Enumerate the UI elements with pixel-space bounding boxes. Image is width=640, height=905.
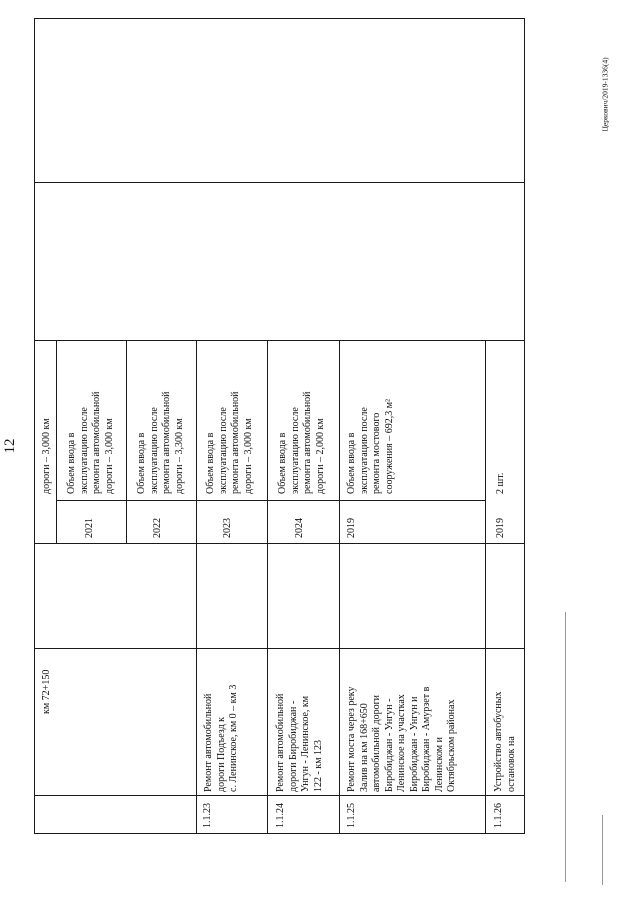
cell-name: Ремонт автомобильной дороги Биробиджан - Унгун - Ленинское, км 122 - км 123	[275, 693, 324, 792]
row-divider	[196, 340, 197, 834]
table-border-right	[524, 18, 525, 834]
cell-id: 1.1.23	[202, 803, 213, 828]
row-divider	[339, 340, 340, 834]
cell-result: Объем ввода в эксплуатацию после ремонта автомобильной дороги – 3,300 км	[136, 391, 185, 494]
row-divider	[485, 340, 486, 834]
cell-id: 1.1.26	[493, 803, 504, 828]
cell-result: Объем ввода в эксплуатацию после ремонта автомобильной дороги – 3,000 км	[205, 391, 254, 494]
column-divider	[34, 648, 525, 649]
table-border-top	[34, 18, 525, 19]
cell-year: 2019	[346, 518, 357, 538]
row-divider	[267, 340, 268, 834]
cell-year: 2023	[222, 518, 233, 538]
cell-id: 1.1.24	[275, 803, 286, 828]
cell-name: км 72+150	[41, 669, 52, 714]
column-divider	[34, 543, 525, 544]
column-divider	[34, 340, 525, 341]
row-divider	[126, 340, 127, 544]
column-divider	[34, 795, 525, 796]
cell-year: 2019	[495, 518, 506, 538]
cell-year: 2022	[152, 518, 163, 538]
document-reference: Церкович/2019-1336(4)	[600, 57, 610, 132]
cell-name: Устройство автобусных остановок на	[493, 691, 517, 792]
cell-name: Ремонт моста через реку Залив на км 168+650 автомобильной дороги Биробиджан - Унгун - Ленинское на участках Биробиджан - Унгун и Биробиджан - Амурзет в Ленинском и Октябрьском районах	[346, 686, 457, 792]
column-divider	[56, 500, 485, 501]
cell-year: 2024	[294, 518, 305, 538]
row-divider	[56, 340, 57, 544]
table-border-left	[34, 18, 35, 834]
cell-year: 2021	[84, 518, 95, 538]
cell-result: Объем ввода в эксплуатацию после ремонта мостового сооружения – 692,3 м²	[346, 398, 395, 494]
cell-result: Объем ввода в эксплуатацию после ремонта автомобильной дороги – 3,000 км	[66, 391, 115, 494]
footer-rule-short	[602, 815, 603, 885]
cell-result: 2 шт.	[495, 472, 506, 494]
cell-result: Объем ввода в эксплуатацию после ремонта автомобильной дороги – 2,000 км	[277, 391, 326, 494]
table-border-bottom	[34, 833, 525, 834]
page-number: 12	[2, 438, 18, 454]
cell-name: Ремонт автомобильной дороги Подъезд к с. Ленинское, км 0 – км 3	[203, 684, 239, 792]
footer-rule	[565, 612, 566, 882]
column-divider	[34, 182, 525, 183]
cell-id: 1.1.25	[346, 803, 357, 828]
cell-result: дороги – 3,000 км	[41, 418, 52, 494]
